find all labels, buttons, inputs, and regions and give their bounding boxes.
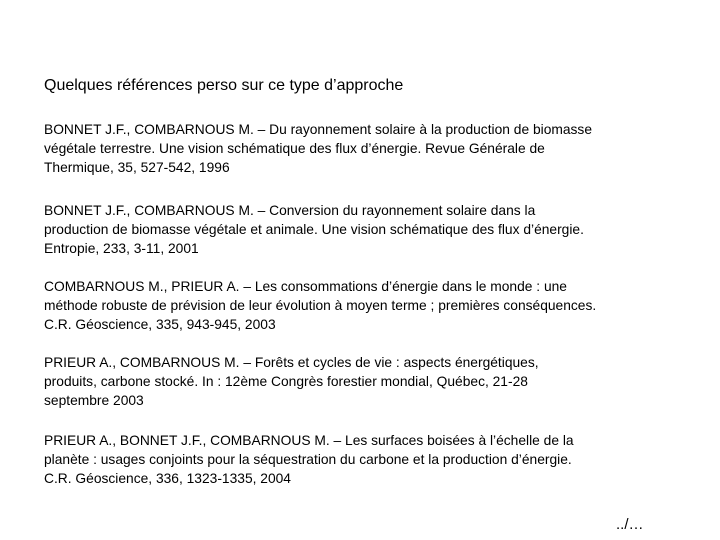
reference-item xyxy=(44,277,694,334)
reference-line: végétale terrestre. Une vision schématique des flux d’énergie. Revue Générale de xyxy=(44,141,545,156)
reference-item xyxy=(44,120,694,177)
reference-item xyxy=(44,201,694,258)
reference-line: PRIEUR A., BONNET J.F., COMBARNOUS M. – Les surfaces boisées à l’échelle de la xyxy=(44,433,574,448)
reference-line: C.R. Géoscience, 336, 1323-1335, 2004 xyxy=(44,471,291,486)
reference-line: septembre 2003 xyxy=(44,393,144,408)
reference-line: production de biomasse végétale et animale. Une vision schématique des flux d’énergie. xyxy=(44,222,584,237)
reference-line: produits, carbone stocké. In : 12ème Congrès forestier mondial, Québec, 21-28 xyxy=(44,374,528,389)
reference-line: Thermique, 35, 527-542, 1996 xyxy=(44,160,230,175)
reference-line: méthode robuste de prévision de leur évolution à moyen terme ; premières conséquences. xyxy=(44,298,597,313)
reference-item xyxy=(44,431,694,488)
reference-line: planète : usages conjoints pour la séquestration du carbone et la production d’énergie. xyxy=(44,452,572,467)
reference-item xyxy=(44,353,694,410)
reference-line: Entropie, 233, 3-11, 2001 xyxy=(44,241,199,256)
continuation-marker: ../… xyxy=(616,516,644,533)
reference-line: PRIEUR A., COMBARNOUS M. – Forêts et cycles de vie : aspects énergétiques, xyxy=(44,355,539,370)
reference-line: COMBARNOUS M., PRIEUR A. – Les consommations d’énergie dans le monde : une xyxy=(44,279,567,294)
reference-line: BONNET J.F., COMBARNOUS M. – Du rayonnement solaire à la production de biomasse xyxy=(44,122,593,137)
reference-line: BONNET J.F., COMBARNOUS M. – Conversion du rayonnement solaire dans la xyxy=(44,203,536,218)
page-title: Quelques références perso sur ce type d’approche xyxy=(44,77,404,94)
reference-line: C.R. Géoscience, 335, 943-945, 2003 xyxy=(44,317,276,332)
